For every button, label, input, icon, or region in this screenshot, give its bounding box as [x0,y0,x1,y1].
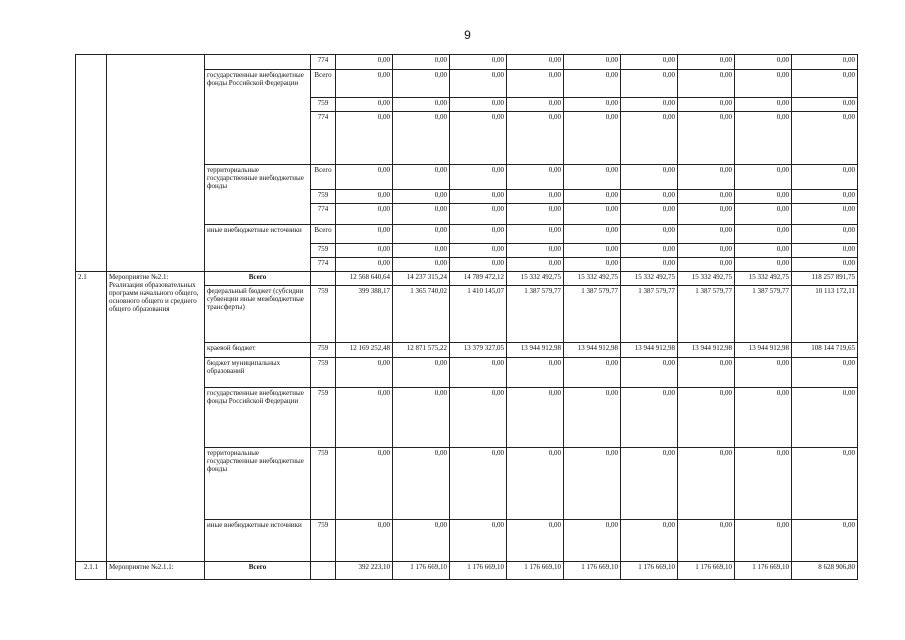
value-cell: 0,00 [450,244,507,258]
value-cell: 0,00 [735,112,792,165]
code-cell: 774 [311,204,336,225]
value-cell: 0,00 [678,258,735,272]
value-cell: 0,00 [735,358,792,388]
value-cell: 1 387 579,77 [621,286,678,343]
value-cell: 0,00 [735,98,792,112]
value-cell: 0,00 [564,225,621,244]
code-cell: 759 [311,520,336,562]
value-cell: 10 113 172,11 [792,286,858,343]
value-cell: 0,00 [564,520,621,562]
value-cell: 0,00 [393,55,450,70]
value-cell: 0,00 [678,70,735,98]
row-number-cell [76,55,107,272]
value-cell: 0,00 [450,55,507,70]
value-cell: 0,00 [792,190,858,204]
source-cell: Всего [205,562,311,580]
value-cell: 12 169 252,48 [336,343,393,358]
value-cell: 0,00 [678,112,735,165]
row-number-cell: 2.1.1 [76,562,107,580]
value-cell: 0,00 [678,448,735,520]
value-cell: 0,00 [507,55,564,70]
value-cell: 0,00 [678,388,735,448]
value-cell: 0,00 [678,225,735,244]
value-cell: 0,00 [336,225,393,244]
value-cell: 0,00 [507,70,564,98]
code-cell: 774 [311,112,336,165]
value-cell: 0,00 [507,388,564,448]
source-cell: территориальные государственные внебюджетные фонды [205,448,311,520]
value-cell: 0,00 [792,55,858,70]
table-row [76,55,858,70]
value-cell: 0,00 [393,112,450,165]
value-cell: 0,00 [507,225,564,244]
value-cell: 0,00 [564,448,621,520]
value-cell: 0,00 [336,520,393,562]
value-cell: 0,00 [564,388,621,448]
source-cell: иные внебюджетные источники [205,520,311,562]
value-cell: 0,00 [393,520,450,562]
source-cell: государственные внебюджетные фонды Российской Федерации [205,388,311,448]
value-cell: 0,00 [792,388,858,448]
value-cell: 0,00 [735,388,792,448]
value-cell: 0,00 [450,388,507,448]
value-cell: 1 176 669,10 [735,562,792,580]
value-cell: 1 176 669,10 [393,562,450,580]
value-cell: 0,00 [621,520,678,562]
source-cell: краевой бюджет [205,343,311,358]
budget-table [75,54,858,580]
value-cell: 0,00 [393,388,450,448]
source-cell: территориальные государственные внебюджетные фонды [205,165,311,225]
value-cell: 0,00 [621,165,678,190]
value-cell: 0,00 [450,225,507,244]
code-cell: Всего [311,70,336,98]
value-cell: 1 176 669,10 [507,562,564,580]
value-cell: 0,00 [507,98,564,112]
value-cell: 1 410 145,07 [450,286,507,343]
source-cell: государственные внебюджетные фонды Российской Федерации [205,70,311,165]
code-cell: 759 [311,244,336,258]
table-row [76,562,858,580]
value-cell: 0,00 [735,190,792,204]
value-cell: 0,00 [393,258,450,272]
value-cell: 15 332 492,75 [621,272,678,286]
value-cell: 108 144 719,65 [792,343,858,358]
code-cell [311,272,336,286]
value-cell: 1 387 579,77 [735,286,792,343]
value-cell: 0,00 [393,225,450,244]
value-cell: 0,00 [564,358,621,388]
value-cell: 13 944 912,98 [735,343,792,358]
value-cell: 0,00 [792,204,858,225]
code-cell: Всего [311,225,336,244]
source-cell [205,55,311,70]
value-cell: 1 387 579,77 [507,286,564,343]
value-cell: 0,00 [507,112,564,165]
value-cell: 0,00 [393,70,450,98]
value-cell: 0,00 [564,98,621,112]
value-cell: 0,00 [735,244,792,258]
value-cell: 13 944 912,98 [564,343,621,358]
value-cell: 0,00 [621,70,678,98]
value-cell: 0,00 [450,520,507,562]
value-cell: 12 871 575,22 [393,343,450,358]
value-cell: 0,00 [678,190,735,204]
value-cell: 0,00 [336,204,393,225]
value-cell: 0,00 [393,448,450,520]
value-cell: 8 628 906,80 [792,562,858,580]
value-cell: 0,00 [507,190,564,204]
page-number: 9 [464,28,471,42]
value-cell: 0,00 [393,190,450,204]
value-cell: 0,00 [621,204,678,225]
source-cell: иные внебюджетные источники [205,225,311,272]
value-cell: 0,00 [564,70,621,98]
value-cell: 0,00 [507,258,564,272]
value-cell: 15 332 492,75 [564,272,621,286]
value-cell: 0,00 [450,358,507,388]
value-cell: 13 944 912,98 [621,343,678,358]
value-cell: 0,00 [621,258,678,272]
value-cell: 0,00 [621,112,678,165]
value-cell: 0,00 [393,98,450,112]
value-cell: 0,00 [735,70,792,98]
value-cell: 0,00 [792,70,858,98]
value-cell: 0,00 [450,70,507,98]
source-cell: федеральный бюджет (субсидии субвенции иные межбюджетные трансферты) [205,286,311,343]
value-cell: 0,00 [507,165,564,190]
value-cell: 0,00 [564,258,621,272]
value-cell: 118 257 891,75 [792,272,858,286]
code-cell [311,562,336,580]
code-cell: 759 [311,343,336,358]
value-cell: 0,00 [792,98,858,112]
value-cell: 0,00 [792,258,858,272]
value-cell: 0,00 [621,448,678,520]
value-cell: 0,00 [792,448,858,520]
value-cell: 0,00 [393,358,450,388]
code-cell: 774 [311,55,336,70]
value-cell: 0,00 [336,112,393,165]
value-cell: 0,00 [735,204,792,225]
value-cell: 0,00 [792,112,858,165]
value-cell: 0,00 [336,98,393,112]
code-cell: 759 [311,286,336,343]
value-cell: 0,00 [507,244,564,258]
value-cell: 0,00 [564,244,621,258]
value-cell: 1 176 669,10 [564,562,621,580]
value-cell: 0,00 [735,258,792,272]
value-cell: 12 568 640,64 [336,272,393,286]
value-cell: 0,00 [336,55,393,70]
value-cell: 15 332 492,75 [507,272,564,286]
value-cell: 0,00 [564,55,621,70]
value-cell: 0,00 [336,244,393,258]
value-cell: 0,00 [450,165,507,190]
code-cell: 774 [311,258,336,272]
value-cell: 0,00 [792,520,858,562]
value-cell: 0,00 [336,358,393,388]
value-cell: 0,00 [336,190,393,204]
value-cell: 0,00 [336,448,393,520]
value-cell: 0,00 [678,55,735,70]
value-cell: 0,00 [450,190,507,204]
value-cell: 0,00 [735,165,792,190]
value-cell: 0,00 [564,204,621,225]
value-cell: 0,00 [507,448,564,520]
value-cell: 13 944 912,98 [678,343,735,358]
value-cell: 0,00 [621,190,678,204]
value-cell: 0,00 [621,358,678,388]
code-cell: 759 [311,190,336,204]
value-cell: 0,00 [393,204,450,225]
value-cell: 1 176 669,10 [678,562,735,580]
source-cell: Всего [205,272,311,286]
value-cell: 0,00 [336,388,393,448]
value-cell: 0,00 [792,225,858,244]
value-cell: 399 388,17 [336,286,393,343]
value-cell: 0,00 [450,258,507,272]
code-cell: Всего [311,165,336,190]
table-row [76,272,858,286]
value-cell: 13 379 327,05 [450,343,507,358]
value-cell: 0,00 [336,258,393,272]
value-cell: 0,00 [792,244,858,258]
value-cell: 0,00 [336,165,393,190]
value-cell: 0,00 [507,358,564,388]
value-cell: 14 789 472,12 [450,272,507,286]
value-cell: 15 332 492,75 [735,272,792,286]
source-cell: бюджет муниципальных образований [205,358,311,388]
value-cell: 0,00 [564,165,621,190]
value-cell: 0,00 [450,448,507,520]
value-cell: 0,00 [621,98,678,112]
value-cell: 0,00 [336,70,393,98]
value-cell: 1 176 669,10 [450,562,507,580]
value-cell: 14 237 315,24 [393,272,450,286]
value-cell: 0,00 [678,204,735,225]
value-cell: 0,00 [621,388,678,448]
row-number-cell: 2.1 [76,272,107,562]
value-cell: 0,00 [450,204,507,225]
value-cell: 13 944 912,98 [507,343,564,358]
value-cell: 0,00 [450,98,507,112]
value-cell: 0,00 [735,225,792,244]
value-cell: 0,00 [678,520,735,562]
value-cell: 1 176 669,10 [621,562,678,580]
value-cell: 0,00 [678,358,735,388]
value-cell: 0,00 [735,520,792,562]
value-cell: 0,00 [792,358,858,388]
value-cell: 15 332 492,75 [678,272,735,286]
value-cell: 0,00 [621,244,678,258]
value-cell: 0,00 [735,55,792,70]
value-cell: 0,00 [735,448,792,520]
value-cell: 0,00 [564,112,621,165]
value-cell: 0,00 [564,190,621,204]
code-cell: 759 [311,448,336,520]
value-cell: 0,00 [393,165,450,190]
value-cell: 0,00 [678,244,735,258]
value-cell: 0,00 [621,55,678,70]
event-cell [107,55,205,272]
event-cell: Мероприятие №2.1.1: [107,562,205,580]
event-cell: Мероприятие №2.1: Реализация образовательных программ начального общего, основного общего и среднего общего образования [107,272,205,562]
value-cell: 0,00 [678,98,735,112]
value-cell: 0,00 [678,165,735,190]
code-cell: 759 [311,98,336,112]
value-cell: 392 223,10 [336,562,393,580]
value-cell: 1 387 579,77 [564,286,621,343]
value-cell: 1 387 579,77 [678,286,735,343]
value-cell: 0,00 [507,520,564,562]
code-cell: 759 [311,358,336,388]
code-cell: 759 [311,388,336,448]
value-cell: 0,00 [393,244,450,258]
value-cell: 0,00 [507,204,564,225]
value-cell: 0,00 [792,165,858,190]
value-cell: 1 365 740,02 [393,286,450,343]
value-cell: 0,00 [621,225,678,244]
value-cell: 0,00 [450,112,507,165]
